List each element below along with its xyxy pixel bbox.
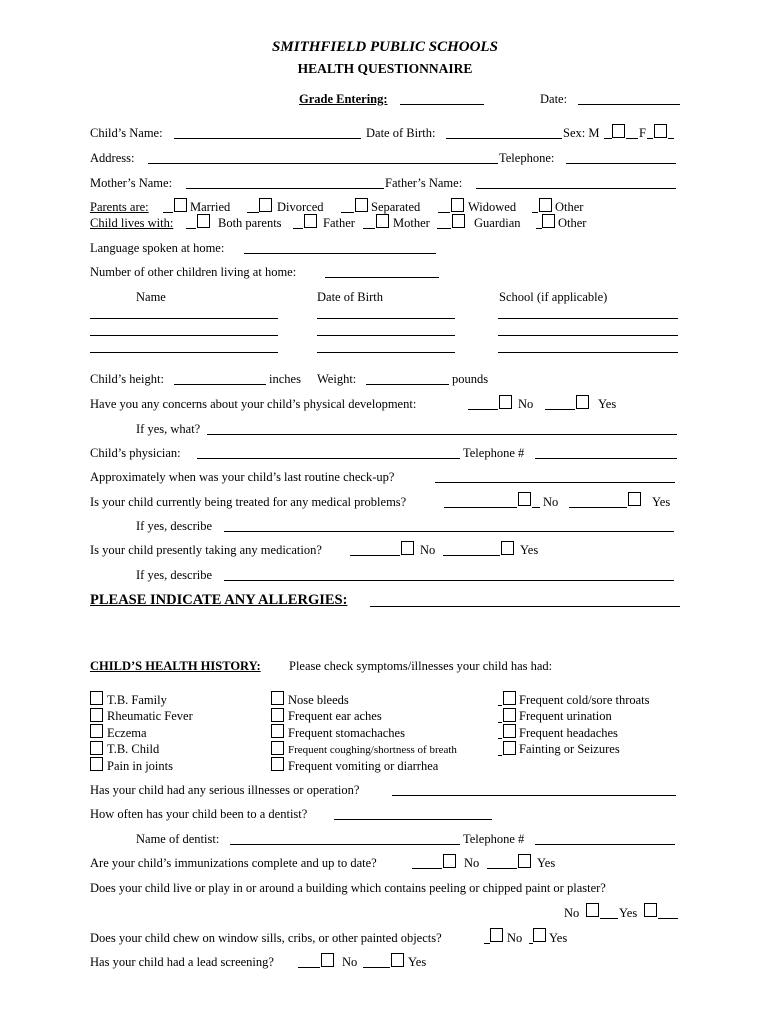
tb-family-checkbox[interactable] [90,691,103,705]
address-field[interactable] [148,163,498,164]
mother-name-field[interactable] [186,188,384,189]
sibling-school-field-1[interactable] [498,318,678,319]
sibling-school-header: School (if applicable) [499,290,608,304]
father-name-label: Father’s Name: [385,176,463,190]
pounds-label: pounds [452,372,489,386]
paint-yes-checkbox[interactable] [644,903,657,917]
sibling-name-field-3[interactable] [90,352,278,353]
rheumatic-fever-checkbox[interactable] [90,708,103,722]
coughing-checkbox[interactable] [271,741,284,755]
development-question: Have you any concerns about your child’s physical development: [90,397,417,411]
parents-other-label: Other [555,200,584,214]
immunization-no-label: No [464,856,480,870]
siblings-label: Number of other children living at home: [90,265,297,279]
eczema-checkbox[interactable] [90,724,103,738]
coughing-label: Frequent coughing/shortness of breath [288,744,457,756]
mother-label: Mother [393,216,430,230]
chew-no-checkbox[interactable] [490,928,503,942]
chew-yes-checkbox[interactable] [533,928,546,942]
lead-yes-checkbox[interactable] [391,953,404,967]
sex-m-blank [604,138,612,139]
lead-yes-label: Yes [408,955,427,969]
father-checkbox[interactable] [304,214,317,228]
fainting-checkbox[interactable] [503,741,516,755]
both-parents-label: Both parents [218,216,282,230]
treatment-describe-field[interactable] [224,531,674,532]
treatment-no-checkbox[interactable] [518,492,531,506]
treatment-no-label: No [543,495,559,509]
dentist-name-field[interactable] [230,844,460,845]
sibling-name-field-2[interactable] [90,335,278,336]
child-name-label: Child’s Name: [90,126,163,140]
sex-label: Sex: M [563,126,600,140]
health-history-label: CHILD’S HEALTH HISTORY: [90,659,261,673]
physician-telephone-field[interactable] [535,458,677,459]
illness-question: Has your child had any serious illnesses or operation? [90,783,360,797]
development-yes-label: Yes [598,397,617,411]
urination-label: Frequent urination [519,709,612,723]
paint-question: Does your child live or play in or around a building which contains peeling or chipped paint or plaster? [90,881,606,895]
married-label: Married [190,200,231,214]
sex-female-label: F [639,126,646,140]
sex-f-blank-3 [668,138,674,139]
immunization-yes-checkbox[interactable] [518,854,531,868]
paint-no-label: No [564,906,580,920]
divorced-label: Divorced [277,200,324,214]
address-label: Address: [90,151,135,165]
immunization-no-checkbox[interactable] [443,854,456,868]
medication-yes-checkbox[interactable] [501,541,514,555]
lead-screening-question: Has your child had a lead screening? [90,955,274,969]
lead-no-label: No [342,955,358,969]
ear-aches-checkbox[interactable] [271,708,284,722]
development-no-checkbox[interactable] [499,395,512,409]
paint-yes-label: Yes [619,906,638,920]
dob-label: Date of Birth: [366,126,436,140]
health-history-instruction: Please check symptoms/illnesses your child has had: [289,659,553,673]
dentist-frequency-field[interactable] [334,819,492,820]
lead-no-checkbox[interactable] [321,953,334,967]
mother-checkbox[interactable] [376,214,389,228]
sex-f-blank [626,138,638,139]
dob-field[interactable] [446,138,562,139]
medication-describe-label: If yes, describe [136,568,213,582]
paint-no-checkbox[interactable] [586,903,599,917]
mother-name-label: Mother’s Name: [90,176,173,190]
stomachaches-checkbox[interactable] [271,724,284,738]
sibling-dob-header: Date of Birth [317,290,383,304]
widowed-label: Widowed [468,200,517,214]
date-field[interactable] [578,104,680,105]
development-no-label: No [518,397,534,411]
treatment-describe-label: If yes, describe [136,519,213,533]
pain-joints-label: Pain in joints [107,759,173,773]
divorced-checkbox[interactable] [259,198,272,212]
guardian-label: Guardian [474,216,521,230]
grade-entering-label: Grade Entering: [299,92,388,106]
headaches-label: Frequent headaches [519,726,618,740]
vomiting-label: Frequent vomiting or diarrhea [288,759,439,773]
medication-yes-label: Yes [520,543,539,557]
stomachaches-label: Frequent stomachaches [288,726,405,740]
nose-bleeds-checkbox[interactable] [271,691,284,705]
allergies-label: PLEASE INDICATE ANY ALLERGIES: [90,592,348,608]
checkup-question: Approximately when was your child’s last routine check-up? [90,470,395,484]
language-label: Language spoken at home: [90,241,225,255]
telephone-field[interactable] [566,163,676,164]
cold-throats-label: Frequent cold/sore throats [519,693,650,707]
medication-no-checkbox[interactable] [401,541,414,555]
sibling-dob-field-1[interactable] [317,318,455,319]
child-name-field[interactable] [174,138,361,139]
lives-other-label: Other [558,216,587,230]
sex-female-checkbox[interactable] [654,124,667,138]
rheumatic-fever-label: Rheumatic Fever [107,709,193,723]
sibling-dob-field-3[interactable] [317,352,455,353]
sex-male-checkbox[interactable] [612,124,625,138]
school-name: SMITHFIELD PUBLIC SCHOOLS [272,39,498,55]
weight-label: Weight: [317,372,357,386]
medication-question: Is your child presently taking any medication? [90,543,322,557]
height-field[interactable] [174,384,266,385]
telephone-label: Telephone: [499,151,555,165]
medication-describe-field[interactable] [224,580,674,581]
height-label: Child’s height: [90,372,164,386]
tb-child-label: T.B. Child [107,742,160,756]
parents-are-label: Parents are: [90,200,149,214]
medication-no-label: No [420,543,436,557]
treatment-yes-label: Yes [652,495,671,509]
chew-yes-label: Yes [549,931,568,945]
if-yes-what-field[interactable] [207,434,677,435]
immunization-question: Are your child’s immunizations complete and up to date? [90,856,377,870]
language-field[interactable] [244,253,436,254]
treatment-question: Is your child currently being treated for any medical problems? [90,495,407,509]
dentist-telephone-label: Telephone # [463,832,525,846]
headaches-checkbox[interactable] [503,724,516,738]
lives-with-label: Child lives with: [90,216,174,230]
dentist-question: How often has your child been to a dentist? [90,807,308,821]
chew-no-label: No [507,931,523,945]
nose-bleeds-label: Nose bleeds [288,693,349,707]
vomiting-checkbox[interactable] [271,757,284,771]
immunization-yes-label: Yes [537,856,556,870]
separated-label: Separated [371,200,421,214]
separated-checkbox[interactable] [355,198,368,212]
treatment-yes-checkbox[interactable] [628,492,641,506]
sibling-name-field-1[interactable] [90,318,278,319]
physician-label: Child’s physician: [90,446,181,460]
sibling-dob-field-2[interactable] [317,335,455,336]
lives-other-checkbox[interactable] [542,214,555,228]
pain-joints-checkbox[interactable] [90,757,103,771]
dentist-telephone-field[interactable] [535,844,675,845]
tb-family-label: T.B. Family [107,693,167,707]
urination-checkbox[interactable] [503,708,516,722]
weight-field[interactable] [366,384,449,385]
sex-f-blank-2 [647,138,653,139]
allergies-field[interactable] [370,606,680,607]
father-label: Father [323,216,355,230]
development-yes-checkbox[interactable] [576,395,589,409]
both-parents-checkbox[interactable] [197,214,210,228]
married-checkbox[interactable] [174,198,187,212]
siblings-count-field[interactable] [325,277,439,278]
grade-entering-field[interactable] [400,104,484,105]
widowed-checkbox[interactable] [451,198,464,212]
if-yes-what-label: If yes, what? [136,422,201,436]
sibling-name-header: Name [136,290,166,304]
fainting-label: Fainting or Seizures [519,742,620,756]
physician-telephone-label: Telephone # [463,446,525,460]
ear-aches-label: Frequent ear aches [288,709,382,723]
guardian-checkbox[interactable] [452,214,465,228]
parents-other-checkbox[interactable] [539,198,552,212]
cold-throats-checkbox[interactable] [503,691,516,705]
sibling-school-field-2[interactable] [498,335,678,336]
inches-label: inches [269,372,301,386]
sibling-school-field-3[interactable] [498,352,678,353]
chew-question: Does your child chew on window sills, cribs, or other painted objects? [90,931,442,945]
checkup-field[interactable] [435,482,675,483]
eczema-label: Eczema [107,726,147,740]
date-label: Date: [540,92,568,106]
illness-field[interactable] [392,795,676,796]
form-title: HEALTH QUESTIONNAIRE [297,61,473,76]
dentist-name-label: Name of dentist: [136,832,220,846]
physician-field[interactable] [197,458,460,459]
father-name-field[interactable] [476,188,676,189]
tb-child-checkbox[interactable] [90,741,103,755]
